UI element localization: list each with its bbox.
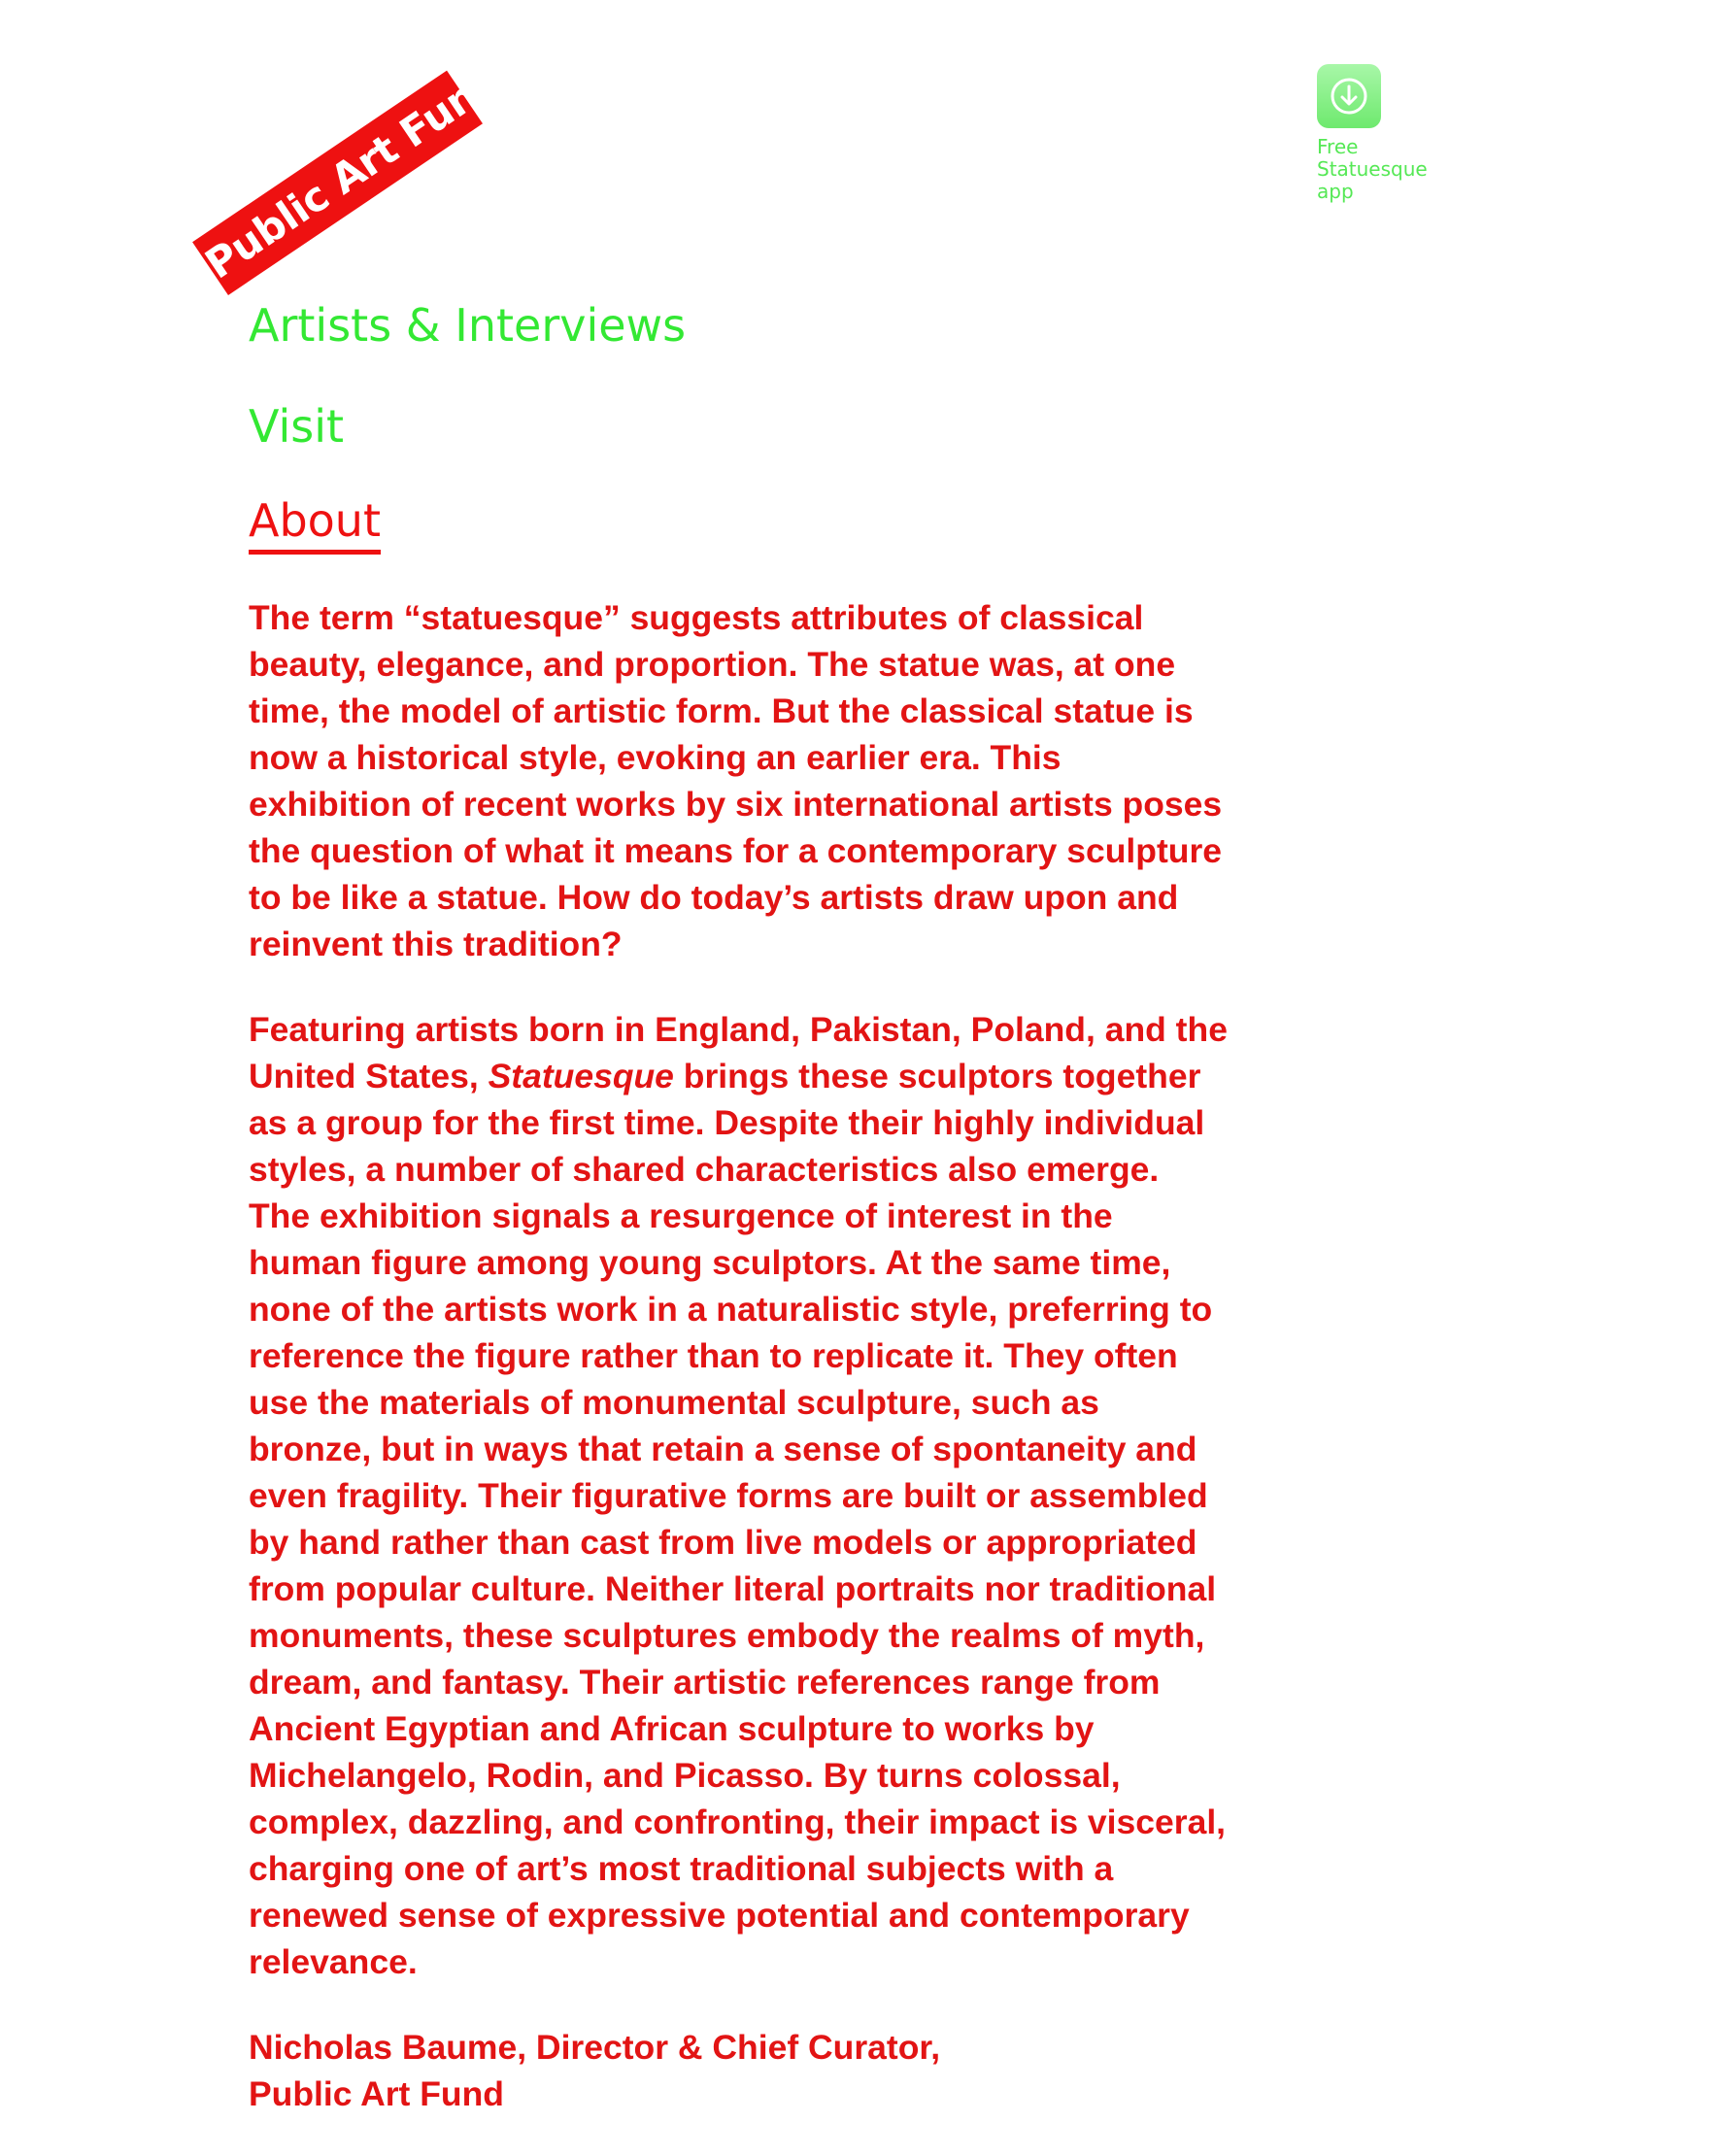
nav-link-about[interactable]: About (249, 493, 381, 555)
signature (249, 2024, 1230, 2117)
app-promo-text[interactable] (1317, 136, 1453, 203)
app-icon[interactable] (1317, 64, 1381, 128)
about-content (249, 594, 1230, 2156)
download-arrow-icon (1328, 75, 1370, 118)
nav-item-about (249, 493, 686, 594)
signature-name-title: Nicholas Baume, Director & Chief Curator, (249, 2028, 941, 2067)
about-paragraph-2 (249, 1006, 1230, 1985)
app-download-link[interactable] (1317, 64, 1453, 203)
paragraph-text: Featuring artists born in England, Pakistan, Poland, and the United States, (249, 1010, 1228, 1095)
app-promo-line: Statuesque (1317, 157, 1428, 181)
nav-item-visit (249, 392, 686, 493)
app-promo-line: app (1317, 180, 1354, 203)
nav-link-visit[interactable]: Visit (249, 400, 345, 453)
exhibition-title: Statuesque (488, 1057, 674, 1095)
nav-item-artists-interviews (249, 291, 686, 392)
signature-organization: Public Art Fund (249, 2074, 504, 2113)
about-paragraph-1: The term “statuesque” suggests attributes of classical beauty, elegance, and proportion. The statue was, at one time, the model of artistic form. But the classical statue is now a historical style, evoking an earlier era. This exhibition of recent works by six international artists poses the question of what it means for a contemporary sculpture to be like a statue. How do today’s artists draw upon and reinvent this tradition? (249, 598, 1223, 963)
main-nav (249, 291, 686, 594)
app-promo-line: Free (1317, 135, 1359, 158)
nav-link-artists-interviews[interactable]: Artists & Interviews (249, 299, 687, 352)
paragraph-text: brings these sculptors together as a group for the first time. Despite their highly individual styles, a number of shared characteristics also emerge. The exhibition signals a resurgence of interest in the human figure among young sculptors. At the same time, none of the artists work in a naturalistic style, preferring to reference the figure rather than to replicate it. They often use the materials of monumental sculpture, such as bronze, but in ways that retain a sense of spontaneity and even fragility. Their figurative forms are built or assembled by hand rather than cast from live models or appropriated from popular culture. Neither literal portraits nor traditional monuments, these sculptures embody the realms of myth, dream, and fantasy. Their artistic references range from Ancient Egyptian and African sculpture to works by Michelangelo, Rodin, and Picasso. By turns colossal, complex, dazzling, and confronting, their impact is visceral, charging one of art’s most traditional subjects with a renewed sense of expressive potential and contemporary relevance. (249, 1057, 1227, 1981)
public-art-fund-logo[interactable]: Public Art Fund (192, 71, 483, 295)
